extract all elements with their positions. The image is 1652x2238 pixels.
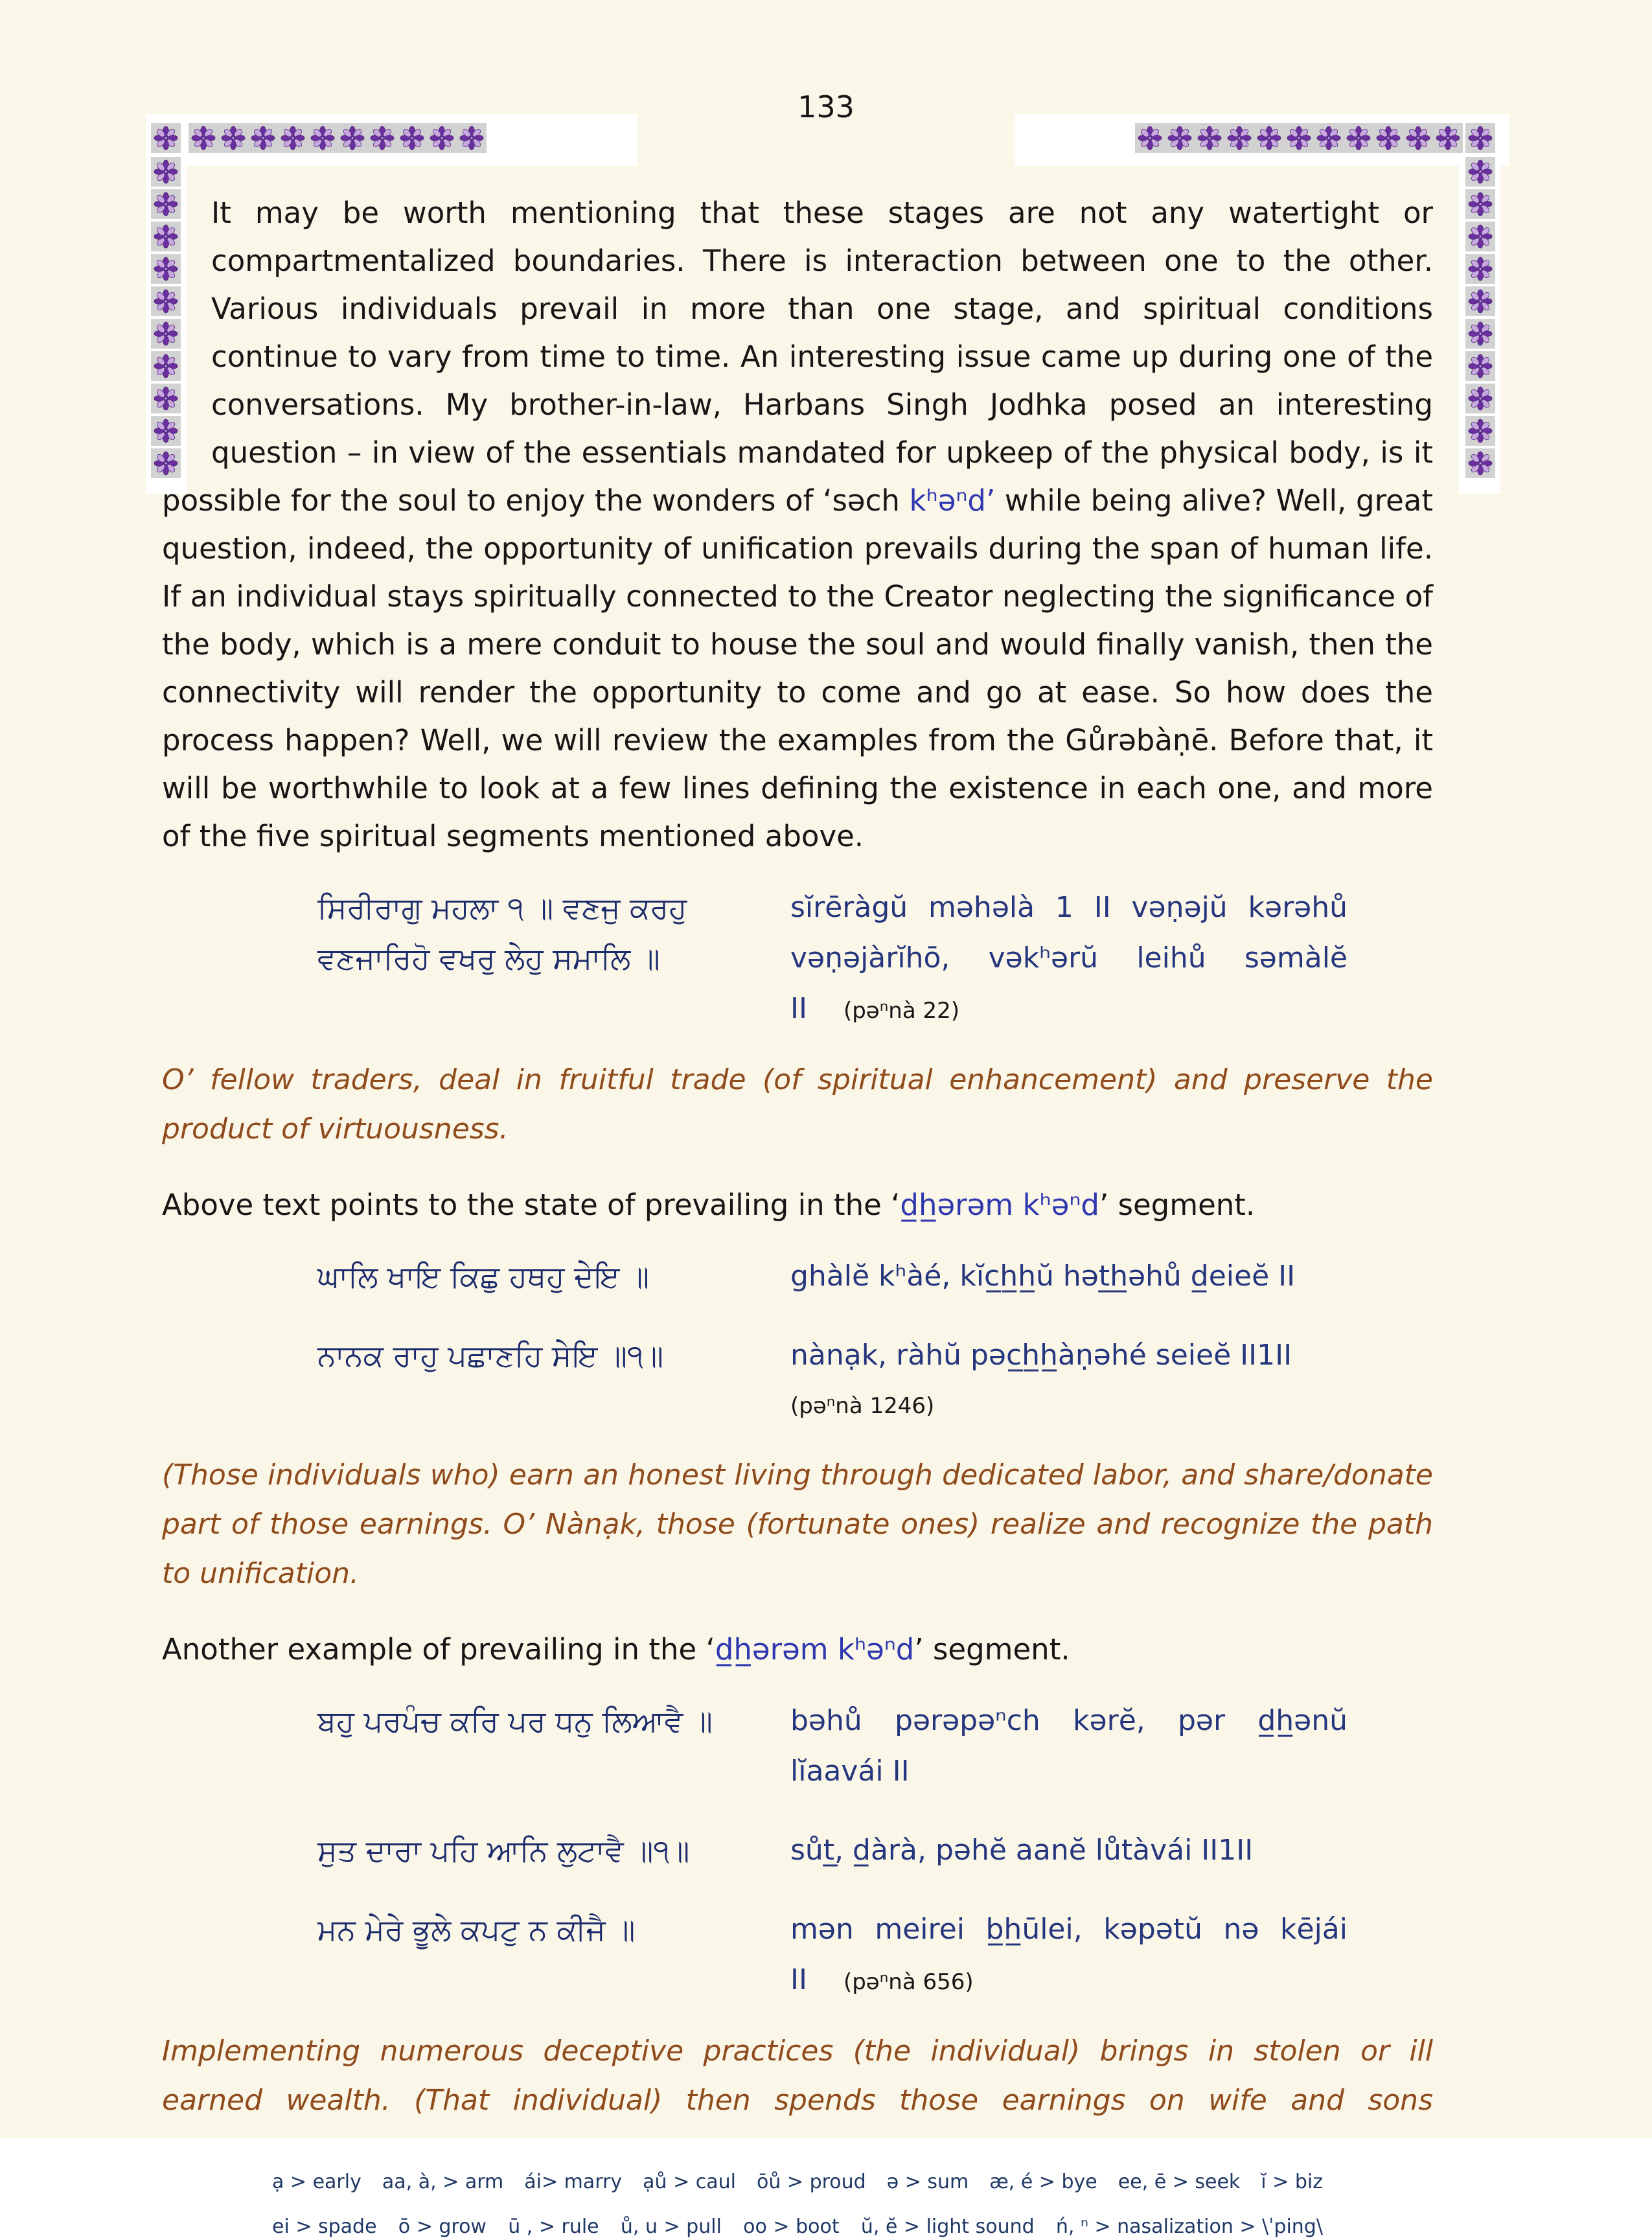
flower-icon: [221, 126, 246, 150]
legend-item: ń, ⁿ > nasalization > \ˈping\: [1055, 2215, 1323, 2238]
translation-2: (Those individuals who) earn an honest living through dedicated labor, and share/donate part of those earnings. O’ Nànạk, those (fortunate ones) realize and recognize the path to unification.: [162, 1459, 1433, 1590]
transliteration-line: [790, 1904, 1348, 2007]
flower-tile: [1465, 319, 1495, 349]
flower-icon: [1197, 126, 1222, 150]
flower-tile: [1195, 123, 1224, 153]
flower-icon: [1468, 321, 1493, 346]
page-number: 133: [797, 89, 855, 124]
page-reference: (pəⁿnà 22): [843, 998, 959, 1024]
flower-icon: [1468, 451, 1493, 476]
flower-icon: [1468, 354, 1493, 378]
flower-icon: [1227, 126, 1252, 150]
flower-icon: [1468, 224, 1493, 249]
flower-icon: [154, 126, 178, 150]
legend-item: ái> marry: [524, 2171, 623, 2193]
text-segment: d̲h̲ərəm kʰəⁿd: [715, 1632, 915, 1667]
flower-icon: [1376, 126, 1401, 150]
legend-row-1: [272, 2171, 1323, 2193]
legend-item: ū , > rule: [508, 2215, 599, 2238]
flower-tile: [151, 123, 181, 153]
flower-icon: [1468, 289, 1493, 314]
gurmukhi-line: ਮਨ ਮੇਰੇ ਭੂਲੇ ਕਪਟੁ ਨ ਕੀਜੈ ॥: [317, 1912, 636, 1947]
flower-icon: [1468, 159, 1493, 184]
legend-item: æ, é > bye: [989, 2171, 1097, 2193]
transliteration-line: [790, 883, 1348, 1036]
flower-icon: [154, 159, 178, 184]
flower-tile: [338, 123, 367, 153]
flower-tile: [1373, 123, 1403, 153]
scripture-block-3: [317, 1696, 1433, 2007]
page-content: [162, 189, 1433, 2238]
flower-tile: [1465, 286, 1495, 316]
flower-tile: [1344, 123, 1373, 153]
transliteration-text: nànạk, ràhŭ pəc̲h̲h̲àṇəhé seieĕ II1II: [790, 1339, 1292, 1372]
legend-item: ạ > early: [272, 2171, 361, 2193]
transliteration-line: [790, 1825, 1348, 1876]
note-dharam-khand-2: [162, 1626, 1433, 1674]
gurmukhi-line: ਸੁਤ ਦਾਰਾ ਪਹਿ ਆਨਿ ਲੁਟਾਵੈ ॥੧॥: [317, 1833, 690, 1868]
flower-icon: [1468, 192, 1493, 216]
flower-icon: [191, 126, 216, 150]
flower-tile: [1403, 123, 1433, 153]
transliteration-text: sĭrēràgŭ məhəlà 1 II vəṇəjŭ kərəhů vəṇəjàrĭhō, vəkʰərŭ leihů səmàlĕ II: [790, 891, 1348, 1025]
transliteration-line: [790, 1251, 1348, 1302]
legend-item: ō > grow: [398, 2215, 487, 2238]
translation-3: Implementing numerous deceptive practices (the individual) brings in stolen or ill earned wealth. (That individual) then spends those earnings on wife and sons: [162, 2035, 1433, 2117]
transliteration-text: bəhů pərəpəⁿch kərĕ, pər d̲h̲ənŭ lĭaavái II: [790, 1704, 1348, 1788]
legend-row-2: [272, 2215, 1323, 2238]
flower-tile: [427, 123, 457, 153]
flower-tile: [457, 123, 487, 153]
transliteration-text: ghàlĕ kʰàé, kĭc̲h̲h̲ŭ hət̲h̲əhů d̲eieĕ II: [790, 1260, 1296, 1293]
flower-tile: [397, 123, 427, 153]
gurmukhi-line: ਨਾਨਕ ਰਾਹੁ ਪਛਾਣਹਿ ਸੇਇ ॥੧॥: [317, 1338, 664, 1373]
legend-item: ŭ, ĕ > light sound: [860, 2215, 1035, 2238]
flower-tile: [278, 123, 308, 153]
page-reference: (pəⁿnà 1246): [790, 1393, 935, 1419]
note-dharam-khand-1: [162, 1181, 1433, 1229]
flower-tile: [1465, 254, 1495, 284]
flower-tile: [1254, 123, 1284, 153]
flower-tile: [1465, 448, 1495, 478]
flower-tile: [1465, 384, 1495, 413]
page-reference: (pəⁿnà 656): [843, 1969, 974, 1995]
flower-icon: [1138, 126, 1162, 150]
flower-tile: [189, 123, 218, 153]
flower-tile: [218, 123, 248, 153]
flower-tile: [1465, 189, 1495, 219]
flower-icon: [310, 126, 335, 150]
flower-tile: [1135, 123, 1165, 153]
flower-tile: [1165, 123, 1195, 153]
flower-tile: [1284, 123, 1314, 153]
flower-tile: [367, 123, 397, 153]
flower-icon: [1287, 126, 1311, 150]
flower-icon: [1468, 126, 1493, 150]
flower-tile: [308, 123, 338, 153]
legend-item: ů, u > pull: [620, 2215, 722, 2238]
gurmukhi-line: ਘਾਲਿ ਖਾਇ ਕਿਛੁ ਹਥਹੁ ਦੇਇ ॥: [317, 1259, 650, 1294]
text-segment: Another example of prevailing in the ‘: [162, 1632, 715, 1667]
flower-icon: [251, 126, 275, 150]
flower-icon: [1406, 126, 1430, 150]
flower-tile: [1465, 222, 1495, 251]
text-segment: while being alive? Well, great question, indeed, the opportunity of unification prevails during the span of human life. If an individual stays spiritually connected to the Creator neglecting the significance of the body, which is a mere conduit to house the soul and would finally vanish, then the connectivity will render the opportunity to come and go at ease. So how does the process happen? Well, we will review the examples from the Gůrəbàṇē. Before that, it will be worthwhile to look at a few lines defining the existence in each one, and more of the five spiritual segments mentioned above.: [162, 483, 1433, 853]
intro-paragraph: [162, 189, 1433, 860]
gurmukhi-line: ਸਿਰੀਰਾਗੁ ਮਹਲਾ ੧ ॥ ਵਣਜੁ ਕਰਹੁ ਵਣਜਾਰਿਹੋ ਵਖਰੁ ਲੇਹੁ ਸਮਾਲਿ ॥: [317, 890, 687, 976]
border-cutout: [162, 189, 211, 477]
flower-icon: [1316, 126, 1341, 150]
gurmukhi-line: ਬਹੁ ਪਰਪੰਚ ਕਰਿ ਪਰ ਧਨੁ ਲਿਆਵੈ ॥: [317, 1703, 713, 1738]
text-segment: Above text points to the state of prevailing in the ‘: [162, 1188, 901, 1222]
flower-icon: [1167, 126, 1192, 150]
legend-item: ạů > caul: [643, 2171, 736, 2193]
legend-item: ee, ē > seek: [1118, 2171, 1241, 2193]
flower-icon: [1468, 419, 1493, 443]
legend-item: ĭ > biz: [1261, 2171, 1323, 2193]
flower-icon: [1257, 126, 1281, 150]
flower-tile: [151, 157, 181, 187]
flower-icon: [1346, 126, 1371, 150]
flower-icon: [281, 126, 305, 150]
text-segment: ’ segment.: [914, 1632, 1070, 1667]
pronunciation-legend: [162, 2171, 1433, 2238]
flower-tile: [1465, 123, 1495, 153]
flower-icon: [430, 126, 454, 150]
flower-tile: [1224, 123, 1254, 153]
transliteration-text: mən meirei b̲h̲ūlei, kəpətŭ nə kējái II: [790, 1913, 1348, 1996]
flower-tile: [248, 123, 278, 153]
scripture-block-2: [317, 1251, 1433, 1431]
transliteration-text: sůt̲, d̲àrà, pəhĕ aanĕ lůtàvái II1II: [790, 1834, 1254, 1867]
transliteration-line: [790, 1330, 1348, 1431]
text-segment: ’ segment.: [1099, 1188, 1256, 1222]
translation-1: O’ fellow traders, deal in fruitful trade (of spiritual enhancement) and preserve the product of virtuousness.: [162, 1063, 1433, 1146]
text-segment: kʰəⁿd’: [909, 483, 996, 518]
flower-icon: [340, 126, 365, 150]
legend-item: oo > boot: [743, 2215, 840, 2238]
flower-icon: [1436, 126, 1460, 150]
text-segment: It may be worth mentioning that these stages are not any watertight or compartmentalized boundaries. There is interaction between one to the other. Various individuals prevail in more than one stage, and spiritual conditions continue to vary from time to time. An interesting issue came up during one of the conversations. My brother-in-law, Harbans Singh Jodhka posed an interesting question – in view of the essentials mandated for upkeep of the physical body, is it possible for the soul to enjoy the wonders of ‘səch: [162, 196, 1433, 518]
flower-icon: [1468, 386, 1493, 411]
flower-icon: [1468, 257, 1493, 281]
flower-icon: [400, 126, 424, 150]
transliteration-line: [790, 1696, 1348, 1797]
legend-item: ə > sum: [886, 2171, 969, 2193]
flower-tile: [1465, 157, 1495, 187]
flower-icon: [459, 126, 484, 150]
legend-item: ōů > proud: [757, 2171, 866, 2193]
text-segment: d̲h̲ərəm kʰəⁿd: [900, 1188, 1099, 1222]
legend-item: aa, à, > arm: [382, 2171, 504, 2193]
flower-tile: [1433, 123, 1463, 153]
flower-tile: [1314, 123, 1344, 153]
flower-tile: [1465, 416, 1495, 446]
legend-item: ei > spade: [272, 2215, 377, 2238]
flower-icon: [370, 126, 395, 150]
flower-tile: [1465, 351, 1495, 381]
scripture-block-1: [317, 883, 1433, 1036]
